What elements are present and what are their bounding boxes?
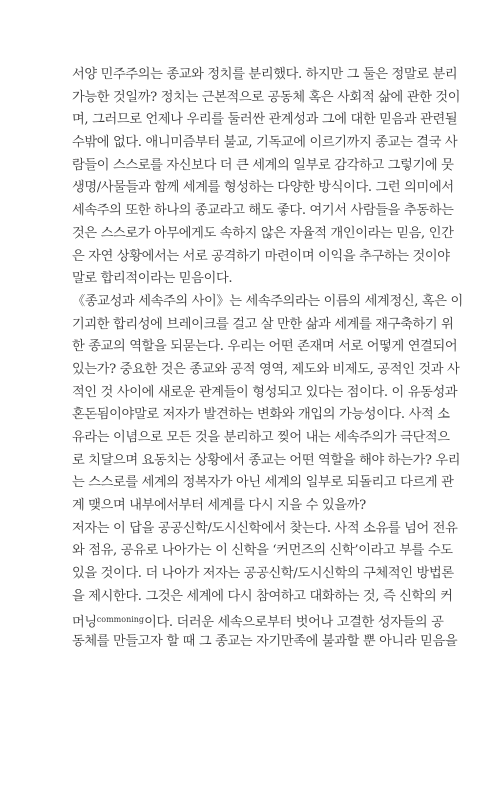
paragraph-1 [72,64,461,291]
text-line: 며, 그러므로 언제나 우리를 둘러싼 관계성과 그에 대한 믿음과 관련될 [72,112,458,128]
text-line: 람들이 스스로를 자신보다 더 큰 세계의 일부로 감각하고 그렇기에 뭇 [72,157,454,173]
text-line: 말로 합리적이라는 믿음이다. [72,271,233,287]
text-line: 을 제시한다. 그것은 세계에 다시 참여하고 대화하는 것, 즉 신학의 커 [72,588,453,604]
text-line: 한 종교의 역할을 되묻는다. 우리는 어떤 존재며 서로 어떻게 연결되어 [72,339,458,355]
text-line: 서양 민주주의는 종교와 정치를 분리했다. 하지만 그 둘은 정말로 분리 [72,67,458,82]
text-line: 《종교성과 세속주의 사이》는 세속주의라는 이름의 세계정신, 혹은 이 [72,293,463,309]
text-line: 수밖에 없다. 애니미즘부터 불교, 기독교에 이르기까지 종교는 결국 사 [72,135,458,151]
paragraph-3 [72,518,458,654]
paragraph-2 [72,291,463,518]
text-line: 동체를 만들고자 할 때 그 종교는 자기만족에 불과할 뿐 아니라 믿음을 [72,634,458,650]
text-line: 세속주의 또한 하나의 종교라고 해도 좋다. 여기서 사람들을 추동하는 [72,203,454,219]
text-line: 있을 것이다. 더 나아가 저자는 공공신학/도시신학의 구체적인 방법론 [72,566,454,582]
text-fragment: 머닝 [72,614,97,630]
text-line: 유라는 이념으로 모든 것을 분리하고 찢어 내는 세속주의가 극단적으 [72,430,450,445]
text-line: 생명/사물들과 함께 세계를 형성하는 다양한 방식이다. 그런 의미에서 [72,180,454,196]
text-line: 있는가? 중요한 것은 종교와 공적 영역, 제도와 비제도, 공적인 것과 사 [72,361,460,377]
book-page-text [72,64,463,654]
text-line: 저자는 이 답을 공공신학/도시신학에서 찾는다. 사적 소유를 넘어 전유 [72,520,458,536]
text-line: 혼돈됨이야말로 저자가 발견하는 변화와 개입의 가능성이다. 사적 소 [72,407,450,423]
text-line: 계 맺으며 내부에서부터 세계를 다시 지을 수 있을까? [72,498,366,514]
text-line: 기괴한 합리성에 브레이크를 걸고 살 만한 삶과 세계를 재구축하기 위 [72,316,454,332]
text-line-commoning [72,609,444,632]
text-line: 것은 스스로가 아무에게도 속하지 않은 자율적 개인이라는 믿음, 인간 [72,225,454,241]
text-line: 와 점유, 공유로 나아가는 이 신학을 ‘커먼즈의 신학’이라고 부를 수도 [72,543,453,559]
text-fragment: 이다. 더러운 세속으로부터 벗어나 고결한 성자들의 공 [144,614,444,630]
text-line: 가능한 것일까? 정치는 근본적으로 공동체 혹은 사회적 삶에 관한 것이 [72,89,461,105]
text-line: 는 스스로를 세계의 정복자가 아닌 세계의 일부로 되돌리고 다르게 관 [72,475,454,491]
superscript-gloss: commoning [96,614,145,624]
text-line: 로 치달으며 요동치는 상황에서 종교는 어떤 역할을 해야 하는가? 우리 [72,452,461,468]
text-line: 은 자연 상황에서는 서로 공격하기 마련이며 이익을 추구하는 것이야 [72,248,450,264]
text-line: 적인 것 사이에 새로운 관계들이 형성되고 있다는 점이다. 이 유동성과 [72,384,458,400]
